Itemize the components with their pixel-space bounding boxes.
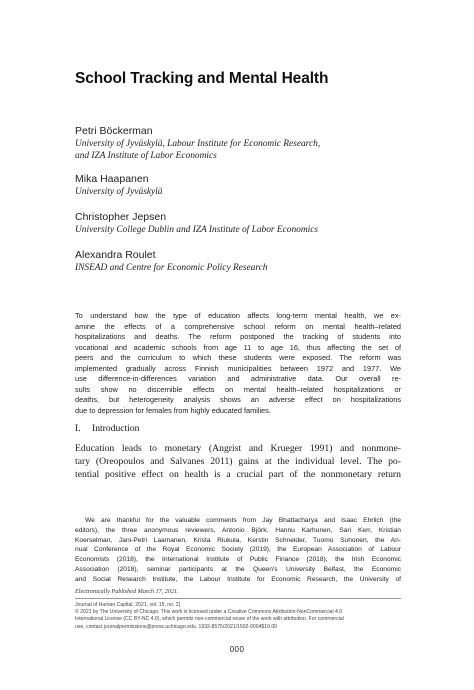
footer-divider bbox=[75, 598, 401, 599]
ack-line: Economists (2018), the International Institute of Public Finance (2018), the Irish Economic bbox=[75, 556, 401, 563]
intro-line: tential positive effect on health is a crucial part of the nonmonetary return bbox=[75, 469, 401, 481]
author-block bbox=[75, 173, 162, 198]
author-affiliation: University College Dublin and IZA Institute of Labor Economics bbox=[75, 225, 319, 235]
meta-line: Journal of Human Capital, 2021, vol. 15, no. 2] bbox=[75, 602, 181, 608]
ack-line: editors), the three anonymous reviewers, Antonio Björk, Hannu Karhunen, Sari Kerr, Kristian bbox=[75, 526, 401, 534]
acknowledgment-footnote bbox=[75, 516, 401, 584]
ack-line: nual Conference of the Royal Economic Society (2019), the European Association of Labour bbox=[75, 546, 401, 554]
page-number: 000 bbox=[229, 645, 245, 654]
ack-line: and Social Research Institute, the Labour Institute for Economic Research, the University of bbox=[75, 575, 401, 583]
intro-paragraph bbox=[75, 442, 401, 482]
abstract-line: implemented gradually across Finnish municipalities between 1972 and 1977. We bbox=[75, 363, 401, 373]
author-name: Christopher Jepsen bbox=[75, 211, 167, 223]
meta-line: use, contact journalpermissions@press.uchicago.edu. 1932-8575/2021/1502-0004$10.00 bbox=[75, 623, 277, 630]
author-name: Alexandra Roulet bbox=[75, 249, 156, 261]
ack-line: We are thankful for the valuable comments from Jay Bhattacharya and Isaac Ehrlich (the bbox=[85, 517, 401, 524]
author-affiliation: University of Jyväskylä, Labour Institute for Economic Research, bbox=[75, 139, 321, 149]
abstract-line: due to depression for females from highly educated families. bbox=[75, 405, 271, 415]
abstract-line: sults show no discernible effects on mental health–related hospitalizations or bbox=[75, 384, 401, 394]
paper-title: School Tracking and Mental Health bbox=[75, 70, 329, 87]
section-heading bbox=[75, 423, 139, 434]
electronic-publication-date: Electronically Published March 17, 2021. bbox=[75, 588, 179, 595]
author-block bbox=[75, 125, 320, 162]
abstract-line: use difference-in-differences variation and administrative data. Our overall re- bbox=[75, 374, 401, 384]
ack-line: Koerselman, Jani-Petri Laamanen, Krista Riukula, Kerstin Schneider, Tuomo Suhonen, the An- bbox=[75, 536, 401, 544]
author-affiliation: and IZA Institute of Labor Economics bbox=[75, 151, 217, 161]
abstract-line: deaths, but heterogeneity analysis shows an adverse effect on hospitalizations bbox=[75, 395, 401, 405]
ack-line: Association (2018), seminar participants at the Queen's University Belfast, the Economic bbox=[75, 565, 401, 573]
abstract bbox=[75, 311, 401, 416]
abstract-line: vocational and academic schools from age 11 to age 16, thus affecting the set of bbox=[75, 342, 401, 352]
abstract-line: peers and the curriculum to which these students were exposed. The reform was bbox=[75, 353, 401, 363]
meta-line: © 2021 by The University of Chicago. This work is licensed under a Creative Commons Attribution-NonCommercial 4.0 bbox=[75, 609, 343, 616]
abstract-line: amine the effects of a comprehensive school reform on mental health–related bbox=[75, 321, 401, 331]
author-block bbox=[75, 249, 267, 274]
meta-line: International License (CC BY-NC 4.0), which permits non-commercial reuse of the work with attribution. For commercial bbox=[75, 616, 344, 623]
author-name: Mika Haapanen bbox=[75, 173, 149, 185]
author-name: Petri Böckerman bbox=[75, 125, 153, 137]
section-number: I. bbox=[75, 423, 81, 434]
author-affiliation: University of Jyväskylä bbox=[75, 187, 163, 197]
section-title: Introduction bbox=[92, 423, 140, 434]
abstract-line: To understand how the type of education affects long-term mental health, we ex- bbox=[75, 311, 401, 320]
journal-metadata bbox=[75, 602, 401, 631]
intro-line: Education leads to monetary (Angrist and Krueger 1991) and nonmone- bbox=[75, 443, 401, 454]
author-block bbox=[75, 211, 318, 236]
author-affiliation: INSEAD and Centre for Economic Policy Research bbox=[75, 263, 268, 273]
abstract-line: hospitalizations and deaths. The reform postponed the tracking of students into bbox=[75, 332, 401, 342]
intro-line: tary (Oreopoulos and Salvanes 2011) gains at the individual level. The po- bbox=[75, 456, 401, 468]
